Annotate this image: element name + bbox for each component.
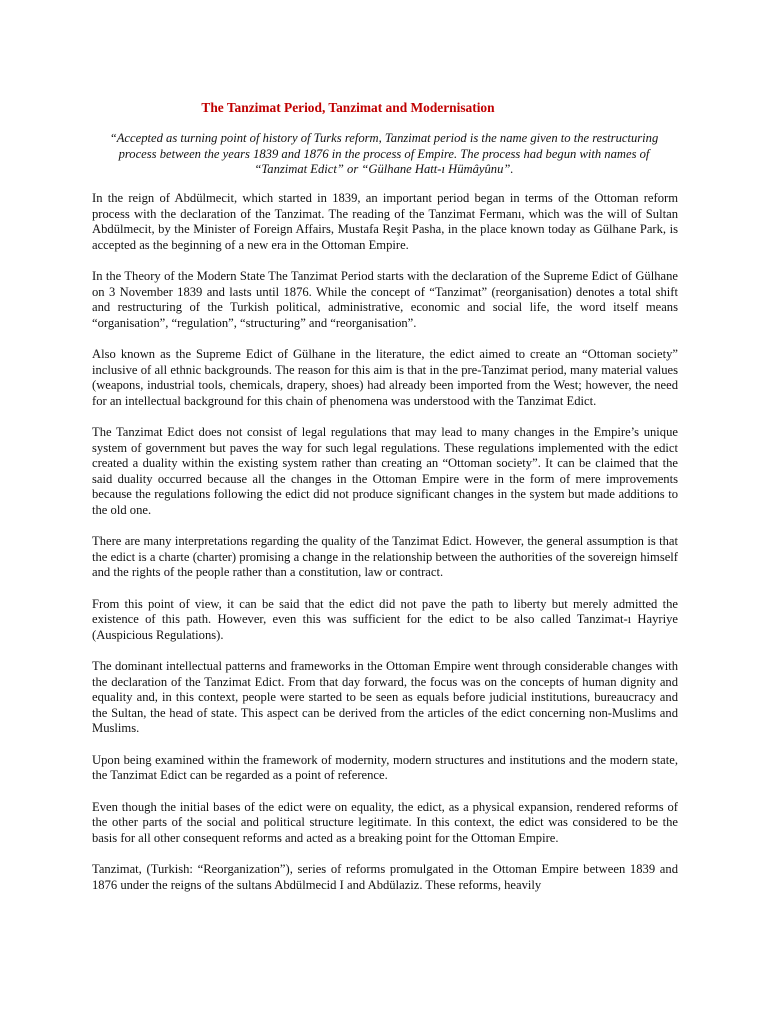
paragraph-10: Tanzimat, (Turkish: “Reorganization”), series of reforms promulgated in the Ottoman Empire between 1839 and 1876 under the reigns of the sultans Abdülmecid I and Abdülaziz. These reforms, heavily	[92, 862, 678, 892]
paragraph-3: Also known as the Supreme Edict of Gülhane in the literature, the edict aimed to create an “Ottoman society” inclusive of all ethnic backgrounds. The reason for this aim is that in the pre-Tanzimat period, many material values (weapons, industrial tools, chemicals, drapery, shoes) had already been imported from the West; however, the need for an intellectual background for this chain of phenomena was understood with the Tanzimat Edict.	[92, 347, 678, 408]
paragraph-5: There are many interpretations regarding the quality of the Tanzimat Edict. However, the general assumption is that the edict is a charte (charter) promising a change in the relationship between the authorities of the sovereign himself and the rights of the people rather than a constitution, law or contract.	[92, 534, 678, 579]
paragraph-2: In the Theory of the Modern State The Tanzimat Period starts with the declaration of the Supreme Edict of Gülhane on 3 November 1839 and lasts until 1876. While the concept of “Tanzimat” (reorganisation) denotes a total shift and restructuring of the Turkish political, administrative, economic and social life, the word itself means “organisation”, “regulation”, “structuring” and “reorganisation”.	[92, 269, 678, 330]
abstract-quote: “Accepted as turning point of history of Turks reform, Tanzimat period is the name given to the restructuring process between the years 1839 and 1876 in the process of Empire. The process had begun with names of “Tanzimat Edict” or “Gülhane Hatt-ı Hümâyûnu”.	[109, 131, 659, 176]
paragraph-8: Upon being examined within the framework of modernity, modern structures and institutions and the modern state, the Tanzimat Edict can be regarded as a point of reference.	[92, 752, 678, 782]
paragraph-6: From this point of view, it can be said that the edict did not pave the path to liberty but merely admitted the existence of this path. However, even this was sufficient for the edict to be also called Tanzimat-ı Hayriye (Auspicious Regulations).	[92, 596, 678, 642]
paragraph-9: Even though the initial bases of the edict were on equality, the edict, as a physical expansion, rendered reforms of the other parts of the social and political structure legitimate. In this context, the edict was considered to be the basis for all other consequent reforms and acted as a breaking point for the Ottoman Empire.	[92, 799, 678, 845]
document-title: The Tanzimat Period, Tanzimat and Modernisation	[201, 100, 495, 115]
body-text	[92, 191, 678, 909]
paragraph-1: In the reign of Abdülmecit, which started in 1839, an important period began in terms of the Ottoman reform process with the declaration of the Tanzimat. The reading of the Tanzimat Fermanı, which was the will of Sultan Abdülmecit, by the Minister of Foreign Affairs, Mustafa Reşit Pasha, in the place known today as Gülhane Park, is accepted as the beginning of a new era in the Ottoman Empire.	[92, 191, 678, 252]
paragraph-7: The dominant intellectual patterns and frameworks in the Ottoman Empire went through considerable changes with the declaration of the Tanzimat Edict. From that day forward, the focus was on the concepts of human dignity and equality and, in this context, people were started to be seen as equals before judicial institutions, bureaucracy and the Sultan, the head of state. This aspect can be derived from the articles of the edict concerning non-Muslims and Muslims.	[92, 659, 678, 735]
paragraph-4: The Tanzimat Edict does not consist of legal regulations that may lead to many changes in the Empire’s unique system of government but paves the way for such legal regulations. These regulations implemented with the edict created a duality within the existing system rather than creating an “Ottoman society”. It can be claimed that the said duality occurred because all the changes in the Ottoman Empire were in the form of mere improvements because the regulations following the edict did not produce significant changes in the system but made additions to the old one.	[92, 425, 678, 517]
